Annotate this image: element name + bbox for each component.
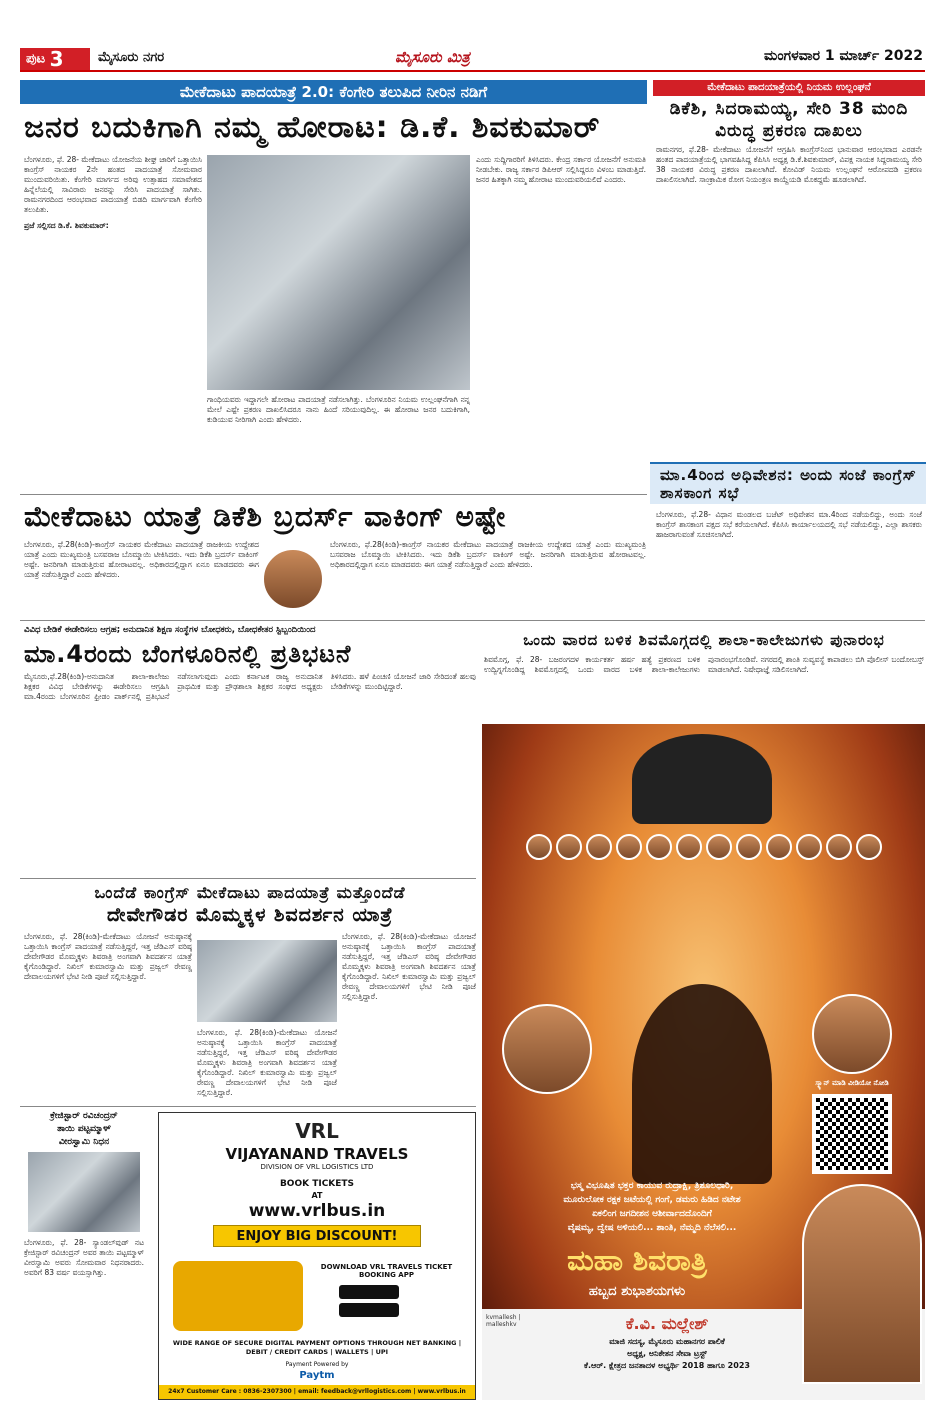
portrait	[586, 834, 612, 860]
ad-roles	[542, 1336, 792, 1372]
divider	[20, 1106, 476, 1107]
story5-body-cont: ಬೆಂಗಳೂರು, ಫೆ. 28(ಕಿಂಡಿ)-ಮೇಕೆದಾಟು ಯೋಜನೆ ಅನುಷ್ಠಾನಕ್ಕೆ ಒತ್ತಾಯಿಸಿ ಕಾಂಗ್ರೆಸ್ ಪಾದಯಾತ್ರೆ ನಡೆಸುತ್ತಿದ್ದರೆ, ಇತ್ತ ಜೆಡಿಎಸ್ ವರಿಷ್ಠ ದೇವೇಗೌಡರ ಮೊಮ್ಮಕ್ಕಳು ಶಿವರಾತ್ರಿ ಅಂಗವಾಗಿ ಶಿವದರ್ಶನ ಯಾತ್ರೆ ಕೈಗೊಂಡಿದ್ದಾರೆ. ನಿಖಿಲ್ ಕುಮಾರಸ್ವಾಮಿ ಮತ್ತು ಪ್ರಜ್ವಲ್ ರೇವಣ್ಣ ದೇವಾಲಯಗಳಿಗೆ ಭೇಟಿ ನೀಡಿ ಪೂಜೆ ಸಲ್ಲಿಸುತ್ತಿದ್ದಾರೆ.	[197, 1028, 337, 1097]
vrl-logo: VRL	[295, 1119, 339, 1143]
vrl-book: BOOK TICKETS	[279, 1179, 355, 1189]
portrait	[646, 834, 672, 860]
vrl-powered: Payment Powered by	[285, 1361, 349, 1368]
vrl-url[interactable]: www.vrlbus.in	[248, 1201, 386, 1221]
bus-image	[173, 1261, 303, 1331]
google-play-badge[interactable]	[339, 1285, 399, 1299]
ad-title: ಮಹಾ ಶಿವರಾತ್ರಿ	[567, 1244, 707, 1277]
shivaratri-ad	[482, 724, 925, 1400]
portrait	[706, 834, 732, 860]
portrait	[856, 834, 882, 860]
story3-body: ಮೈಸೂರು,ಫೆ.28(ಕಿಂಡಿ)-ಅನುದಾನಿತ ಶಾಲಾ-ಕಾಲೇಜು ಶಿಕ್ಷಕರ ವಿವಿಧ ಬೇಡಿಕೆಗಳನ್ನು ಈಡೇರಿಸಲು ಆಗ್ರಹಿಸಿ ಮಾ.4ರಂದು ಬೆಂಗಳೂರಿನ ಫ್ರೀಡಂ ಪಾರ್ಕ್‌ನಲ್ಲಿ ಪ್ರತಿಭಟನೆ ನಡೆಸಲಾಗುವುದು ಎಂದು ಕರ್ನಾಟಕ ರಾಜ್ಯ ಅನುದಾನಿತ ಪ್ರಾಥಮಿಕ ಮತ್ತು ಪ್ರೌಢಶಾಲಾ ಶಿಕ್ಷಕರ ಸಂಘದ ಅಧ್ಯಕ್ಷರು ತಿಳಿಸಿದರು. ಹಳೆ ಪಿಂಚಣಿ ಯೋಜನೆ ಜಾರಿ ಸೇರಿದಂತೆ ಹಲವು ಬೇಡಿಕೆಗಳನ್ನು ಮುಂದಿಟ್ಟಿದ್ದಾರೆ.	[24, 672, 476, 701]
lead-body-3: ಎಂದು ಸುದ್ದಿಗಾರರಿಗೆ ತಿಳಿಸಿದರು. ಕೇಂದ್ರ ಸರ್ಕಾರ ಯೋಜನೆಗೆ ಅನುಮತಿ ನೀಡಬೇಕು. ರಾಜ್ಯ ಸರ್ಕಾರ ಡಿಪಿಆರ್ ಸಲ್ಲಿಸಿದ್ದರೂ ವಿಳಂಬ ಮಾಡುತ್ತಿದೆ. ಜನರ ಹಿತಕ್ಕಾಗಿ ನಮ್ಮ ಹೋರಾಟ ಮುಂದುವರಿಯಲಿದೆ ಎಂದರು.	[476, 155, 646, 184]
story2-headline: ಮೇಕೆದಾಟು ಯಾತ್ರೆ ಡಿಕೆಶಿ ಬ್ರದರ್ಸ್ ವಾಕಿಂಗ್ ಅಷ್ಟೇ	[24, 500, 507, 533]
divider	[20, 494, 647, 495]
obit-headline-2: ತಾಯಿ ಪಟ್ಟಮ್ಮಾಳ್	[57, 1124, 111, 1134]
vrl-division: DIVISION OF VRL LOGISTICS LTD	[260, 1163, 374, 1171]
story5-body-col3: ಬೆಂಗಳೂರು, ಫೆ. 28(ಕಿಂಡಿ)-ಮೇಕೆದಾಟು ಯೋಜನೆ ಅನುಷ್ಠಾನಕ್ಕೆ ಒತ್ತಾಯಿಸಿ ಕಾಂಗ್ರೆಸ್ ಪಾದಯಾತ್ರೆ ನಡೆಸುತ್ತಿದ್ದರೆ, ಇತ್ತ ಜೆಡಿಎಸ್ ವರಿಷ್ಠ ದೇವೇಗೌಡರ ಮೊಮ್ಮಕ್ಕಳು ಶಿವರಾತ್ರಿ ಅಂಗವಾಗಿ ಶಿವದರ್ಶನ ಯಾತ್ರೆ ಕೈಗೊಂಡಿದ್ದಾರೆ. ನಿಖಿಲ್ ಕುಮಾರಸ್ವಾಮಿ ಮತ್ತು ಪ್ರಜ್ವಲ್ ರೇವಣ್ಣ ದೇವಾಲಯಗಳಿಗೆ ಭೇಟಿ ನೀಡಿ ಪೂಜೆ ಸಲ್ಲಿಸುತ್ತಿದ್ದಾರೆ.	[342, 932, 476, 1001]
portrait	[736, 834, 762, 860]
paytm-logo: Paytm	[299, 1370, 335, 1381]
portrait	[766, 834, 792, 860]
obit-headline-3: ವೀರಸ್ವಾಮಿ ನಿಧನ	[58, 1137, 110, 1147]
app-store-badge[interactable]	[339, 1303, 399, 1317]
portrait	[676, 834, 702, 860]
shiva-silhouette	[632, 984, 772, 1184]
lead-body-1: ಬೆಂಗಳೂರು, ಫೆ. 28- ಮೇಕೆದಾಟು ಯೋಜನೆಯ ಶೀಘ್ರ ಜಾರಿಗೆ ಒತ್ತಾಯಿಸಿ ಕಾಂಗ್ರೆಸ್ ನಾಯಕರ 2ನೇ ಹಂತದ ಪಾದಯಾತ್ರೆ ಸೋಮವಾರ ಮುಂದುವರಿಯಿತು. ಕೆಂಗೇರಿ ಮಾರ್ಗದ ಅರಿವು ಉತ್ಸಾಹದ ಸಮಾವೇಶದ ಹಿನ್ನೆಲೆಯಲ್ಲಿ ಸಾವಿರಾರು ಜನರನ್ನು ಸೇರಿಸಿ ಪಾದಯಾತ್ರೆ ಸಾಗಿತು. ರಾಮನಗರದಿಂದ ಆರಂಭವಾದ ಪಾದಯಾತ್ರೆ ಬಿಡದಿ ಮಾರ್ಗವಾಗಿ ಕೆಂಗೇರಿ ತಲುಪಿತು.	[24, 155, 202, 214]
obit-headline	[24, 1110, 144, 1149]
vrl-name: VIJAYANAND TRAVELS	[225, 1145, 409, 1163]
side-body: ರಾಮನಗರ, ಫೆ.28- ಮೇಕೆದಾಟು ಯೋಜನೆಗೆ ಆಗ್ರಹಿಸಿ ಕಾಂಗ್ರೆಸ್‌ನಿಂದ ಭಾನುವಾರ ಆರಂಭವಾದ ಎರಡನೇ ಹಂತದ ಪಾದಯಾತ್ರೆಯಲ್ಲಿ ಭಾಗವಹಿಸಿದ್ದ ಕೆಪಿಸಿಸಿ ಅಧ್ಯಕ್ಷ ಡಿ.ಕೆ.ಶಿವಕುಮಾರ್, ವಿಪಕ್ಷ ನಾಯಕ ಸಿದ್ದರಾಮಯ್ಯ ಸೇರಿ 38 ನಾಯಕರ ವಿರುದ್ಧ ಪ್ರಕರಣ ದಾಖಲಾಗಿದೆ. ಕೋವಿಡ್ ನಿಯಮ ಉಲ್ಲಂಘನೆ ಆರೋಪದಡಿ ಪ್ರಕರಣ ದಾಖಲಿಸಲಾಗಿದೆ. ಸಾಂಕ್ರಾಮಿಕ ರೋಗ ನಿಯಂತ್ರಣ ಕಾಯ್ದೆಯಡಿ ಮೊಕದ್ದಮೆ ಹೂಡಲಾಗಿದೆ.	[656, 145, 922, 184]
issue-date: ಮಂಗಳವಾರ 1 ಮಾರ್ಚ್ 2022	[764, 48, 923, 64]
ad-role-1: ಮಾಜಿ ಸದಸ್ಯ, ಮೈಸೂರು ಮಹಾನಗರ ಪಾಲಿಕೆ	[609, 1337, 725, 1346]
lead-body-col1	[24, 155, 202, 490]
scan-label: ಸ್ಕ್ಯಾನ್ ಮಾಡಿ ವೀಡಿಯೋ ನೋಡಿ	[815, 1079, 889, 1087]
ad-social: kvmallesh | malleshkv	[486, 1314, 521, 1328]
masthead: ಮೈಸೂರು ಮಿತ್ರ	[395, 48, 470, 66]
divider	[20, 620, 925, 621]
qr-code[interactable]	[812, 1094, 892, 1174]
ad-verse-1: ಭಸ್ಮ ವಿಭೂಷಿತ ಭಕ್ತರ ಕಾಯುವ ರುದ್ರಾಕ್ಷಿ, ತ್ರಿಶೂಲಧಾರಿ,	[570, 1181, 734, 1191]
ad-verse-2: ಮೂರುಲೋಕ ರಕ್ಷಕ ಜಟೆಯಲ್ಲಿ ಗಂಗೆ, ಡಮರು ಹಿಡಿದ ನಟೇಶ	[563, 1195, 741, 1205]
lead-photo	[207, 155, 470, 390]
shivalinga-icon	[632, 734, 772, 824]
vrl-at: AT	[311, 1191, 323, 1200]
lead-headline: ಜನರ ಬದುಕಿಗಾಗಿ ನಮ್ಮ ಹೋರಾಟ: ಡಿ.ಕೆ. ಶಿವಕುಮಾರ್	[24, 110, 601, 145]
obit-body: ಬೆಂಗಳೂರು, ಫೆ. 28- ಸ್ಯಾಂಡಲ್‌ವುಡ್ ನಟ ಕ್ರೇಜಿಸ್ಟಾರ್ ರವಿಚಂದ್ರನ್ ಅವರ ತಾಯಿ ಪಟ್ಟಮ್ಮಾಳ್ ವೀರಸ್ವಾಮಿ ಅವರು ಸೋಮವಾರ ನಿಧನರಾದರು. ಅವರಿಗೆ 83 ವರ್ಷ ವಯಸ್ಸಾಗಿತ್ತು.	[24, 1238, 144, 1277]
side-body2: ಬೆಂಗಳೂರು, ಫೆ.28- ವಿಧಾನ ಮಂಡಲದ ಬಜೆಟ್ ಅಧಿವೇಶನ ಮಾ.4ರಿಂದ ನಡೆಯಲಿದ್ದು, ಅಂದು ಸಂಜೆ ಕಾಂಗ್ರೆಸ್ ಶಾಸಕಾಂಗ ಪಕ್ಷದ ಸಭೆ ಕರೆಯಲಾಗಿದೆ. ಕೆಪಿಸಿಸಿ ಕಾರ್ಯಾಲಯದಲ್ಲಿ ಸಭೆ ನಡೆಯಲಿದ್ದು, ಎಲ್ಲಾ ಶಾಸಕರು ಹಾಜರಾಗುವಂತೆ ಸೂಚಿಸಲಾಗಿದೆ.	[656, 510, 922, 539]
mallesh-portrait	[802, 1184, 922, 1384]
divider	[20, 878, 476, 879]
portrait	[616, 834, 642, 860]
vrl-offer: ENJOY BIG DISCOUNT!	[213, 1225, 421, 1247]
section-title: ಮೈಸೂರು ನಗರ	[98, 50, 165, 65]
leader-portrait	[812, 994, 892, 1074]
story5-body: ಬೆಂಗಳೂರು, ಫೆ. 28(ಕಿಂಡಿ)-ಮೇಕೆದಾಟು ಯೋಜನೆ ಅನುಷ್ಠಾನಕ್ಕೆ ಒತ್ತಾಯಿಸಿ ಕಾಂಗ್ರೆಸ್ ಪಾದಯಾತ್ರೆ ನಡೆಸುತ್ತಿದ್ದರೆ, ಇತ್ತ ಜೆಡಿಎಸ್ ವರಿಷ್ಠ ದೇವೇಗೌಡರ ಮೊಮ್ಮಕ್ಕಳು ಶಿವರಾತ್ರಿ ಅಂಗವಾಗಿ ಶಿವದರ್ಶನ ಯಾತ್ರೆ ಕೈಗೊಂಡಿದ್ದಾರೆ. ನಿಖಿಲ್ ಕುಮಾರಸ್ವಾಮಿ ಮತ್ತು ಪ್ರಜ್ವಲ್ ರೇವಣ್ಣ ದೇವಾಲಯಗಳಿಗೆ ಭೇಟಿ ನೀಡಿ ಪೂಜೆ ಸಲ್ಲಿಸುತ್ತಿದ್ದಾರೆ.	[24, 932, 192, 981]
obit-headline-1: ಕ್ರೇಜಿಸ್ಟಾರ್ ರವಿಚಂದ್ರನ್	[50, 1111, 118, 1121]
portraits-row	[492, 834, 915, 994]
ad-verse	[502, 1179, 802, 1235]
portrait	[826, 834, 852, 860]
story2-body: ಬೆಂಗಳೂರು, ಫೆ.28(ಕಿಂಡಿ)-ಕಾಂಗ್ರೆಸ್ ನಾಯಕರ ಮೇಕೆದಾಟು ಪಾದಯಾತ್ರೆ ರಾಜಕೀಯ ಉದ್ದೇಶದ ಯಾತ್ರೆ ಎಂದು ಮುಖ್ಯಮಂತ್ರಿ ಬಸವರಾಜ ಬೊಮ್ಮಾಯಿ ಟೀಕಿಸಿದರು. ಇದು ಡಿಕೆಶಿ ಬ್ರದರ್ಸ್ ವಾಕಿಂಗ್ ಅಷ್ಟೇ. ಜನರಿಗಾಗಿ ಮಾಡುತ್ತಿರುವ ಹೋರಾಟವಲ್ಲ. ಅಧಿಕಾರದಲ್ಲಿದ್ದಾಗ ಏನೂ ಮಾಡದವರು ಈಗ ಯಾತ್ರೆ ನಡೆಸುತ್ತಿದ್ದಾರೆ ಎಂದು ಹೇಳಿದರು.	[24, 540, 259, 579]
leader-portrait	[502, 1004, 592, 1094]
ad-role-3: ಕೆ.ಆರ್. ಕ್ಷೇತ್ರದ ಜನತಾದಳ ಅಭ್ಯರ್ಥಿ 2018 ಹಾಗೂ 2023	[584, 1361, 750, 1370]
side-headline: ಡಿಕೆಶಿ, ಸಿದರಾಮಯ್ಯ, ಸೇರಿ 38 ಮಂದಿ ವಿರುದ್ಧ ಪ್ರಕರಣ ದಾಖಲು	[669, 99, 909, 141]
story3-kicker: ವಿವಿಧ ಬೇಡಿಕೆ ಈಡೇರಿಸಲು ಆಗ್ರಹ; ಅನುದಾನಿತ ಶಿಕ್ಷಣ ಸಂಸ್ಥೆಗಳ ಬೋಧಕರು, ಬೋಧಕೇತರ ಸ್ಟಿಬ್ಬಂದಿಯಿಂದ	[24, 625, 316, 635]
side-headline2: ಮಾ.4ರಿಂದ ಅಧಿವೇಶನ: ಅಂದು ಸಂಜೆ ಕಾಂಗ್ರೆಸ್ ಶಾಸಕಾಂಗ ಸಭೆ	[660, 466, 917, 502]
lead-body-2: ಗಾಂಧಿಯವರು ಇದ್ದಾಗಲೇ ಹೋರಾಟ ಪಾದಯಾತ್ರೆ ನಡೆಸಲಾಗಿತ್ತು. ಬೆಂಗಳೂರಿನ ನಿಯಮ ಉಲ್ಲಂಘನೆಗಾಗಿ ನನ್ನ ಮೇಲೆ ಎಷ್ಟೇ ಪ್ರಕರಣ ದಾಖಲಿಸಿದರೂ ನಾನು ಹಿಂದೆ ಸರಿಯುವುದಿಲ್ಲ. ಈ ಹೋರಾಟ ಜನರ ಬದುಕಿಗಾಗಿ, ಕುಡಿಯುವ ನೀರಿಗಾಗಿ ಎಂದು ಹೇಳಿದರು.	[207, 395, 470, 424]
ad-role-2: ಅಧ್ಯಕ್ಷ, ಅನಿಕೇತನ ಸೇವಾ ಟ್ರಸ್ಟ್	[627, 1349, 707, 1358]
lead-band: ಮೇಕೆದಾಟು ಪಾದಯಾತ್ರೆ 2.0: ಕೆಂಗೇರಿ ತಲುಪಿದ ನೀರಿನ ನಡಿಗೆ	[20, 80, 647, 104]
ad-verse-4: ವೈಷಮ್ಯ, ದ್ವೇಷ ಅಳಿಯಲಿ... ಶಾಂತಿ, ನೆಮ್ಮದಿ ನೆಲೆಸಲಿ...	[567, 1223, 737, 1233]
portrait	[556, 834, 582, 860]
vrl-payment: WIDE RANGE OF SECURE DIGITAL PAYMENT OPTIONS THROUGH NET BANKING | DEBIT / CREDIT CARDS | WALLETS | UPI	[172, 1339, 462, 1356]
lead-quote-label: ಪ್ರಜೆ ಸಲ್ಲಿಸದ ಡಿ.ಕೆ. ಶಿವಕುಮಾರ್:	[24, 221, 109, 230]
page-number-box	[20, 48, 90, 70]
ad-subtitle: ಹಬ್ಬದ ಶುಭಾಶಯಗಳು	[588, 1284, 686, 1299]
story5-headline-2: ದೇವೇಗೌಡರ ಮೊಮ್ಮಕ್ಕಳ ಶಿವದರ್ಶನ ಯಾತ್ರೆ	[106, 904, 394, 926]
story4-body: ಶಿವಮೊಗ್ಗ, ಫೆ. 28- ಬಜರಂಗದಳ ಕಾರ್ಯಕರ್ತ ಹರ್ಷ ಹತ್ಯೆ ಪ್ರಕರಣದ ಬಳಿಕ ಉದ್ವಿಗ್ನಗೊಂಡಿದ್ದ ಶಿವಮೊಗ್ಗದಲ್ಲಿ ಒಂದು ವಾರದ ಬಳಿಕ ಶಾಲಾ-ಕಾಲೇಜುಗಳು ಪುನಾರಂಭಗೊಂಡಿವೆ. ನಗರದಲ್ಲಿ ಶಾಂತಿ ಸುವ್ಯವಸ್ಥೆ ಕಾಪಾಡಲು ಬಿಗಿ ಪೊಲೀಸ್ ಬಂದೋಬಸ್ತ್ ಮಾಡಲಾಗಿದೆ. ನಿಷೇಧಾಜ್ಞೆ ಸಡಿಲಿಸಲಾಗಿದೆ.	[484, 655, 924, 674]
nikhil-prajwal-photo	[197, 940, 337, 1022]
story2-body-cont: ಬೆಂಗಳೂರು, ಫೆ.28(ಕಿಂಡಿ)-ಕಾಂಗ್ರೆಸ್ ನಾಯಕರ ಮೇಕೆದಾಟು ಪಾದಯಾತ್ರೆ ರಾಜಕೀಯ ಉದ್ದೇಶದ ಯಾತ್ರೆ ಎಂದು ಮುಖ್ಯಮಂತ್ರಿ ಬಸವರಾಜ ಬೊಮ್ಮಾಯಿ ಟೀಕಿಸಿದರು. ಇದು ಡಿಕೆಶಿ ಬ್ರದರ್ಸ್ ವಾಕಿಂಗ್ ಅಷ್ಟೇ. ಜನರಿಗಾಗಿ ಮಾಡುತ್ತಿರುವ ಹೋರಾಟವಲ್ಲ. ಅಧಿಕಾರದಲ್ಲಿದ್ದಾಗ ಏನೂ ಮಾಡದವರು ಈಗ ಯಾತ್ರೆ ನಡೆಸುತ್ತಿದ್ದಾರೆ ಎಂದು ಹೇಳಿದರು.	[330, 540, 646, 569]
vrl-ad	[158, 1112, 476, 1400]
side-band: ಮೇಕೆದಾಟು ಪಾದಯಾತ್ರೆಯಲ್ಲಿ ನಿಯಮ ಉಲ್ಲಂಘನೆ	[653, 80, 925, 96]
page-label: ಪುಟ	[26, 51, 46, 67]
ad-verse-3: ಏಕಲಿಂಗ ಜಗದೀಶನ ಆಶೀರ್ವಾದದೊಂದಿಗೆ	[592, 1209, 712, 1219]
vrl-care: 24x7 Customer Care : 0836-2307300 | email: feedback@vrllogistics.com | www.vrlbus.in	[159, 1385, 475, 1399]
page-number: 3	[49, 47, 64, 71]
story4-headline: ಒಂದು ವಾರದ ಬಳಿಕ ಶಿವಮೊಗ್ಗದಲ್ಲಿ ಶಾಲಾ-ಕಾಲೇಜುಗಳು ಪುನಾರಂಭ	[523, 631, 885, 649]
portrait	[526, 834, 552, 860]
story5-headline-1: ಒಂದೆಡೆ ಕಾಂಗ್ರೆಸ್ ಮೇಕೆದಾಟು ಪಾದಯಾತ್ರೆ ಮತ್ತೊಂದೆಡೆ	[94, 883, 406, 902]
vrl-app: DOWNLOAD VRL TRAVELS TICKET BOOKING APP	[320, 1263, 453, 1279]
portrait	[796, 834, 822, 860]
ad-person: ಕೆ.ವಿ. ಮಲ್ಲೇಶ್	[625, 1314, 709, 1333]
bommai-photo	[262, 548, 324, 610]
obit-photo	[28, 1152, 140, 1232]
story3-headline: ಮಾ.4ರಂದು ಬೆಂಗಳೂರಿನಲ್ಲಿ ಪ್ರತಿಭಟನೆ	[24, 640, 352, 668]
